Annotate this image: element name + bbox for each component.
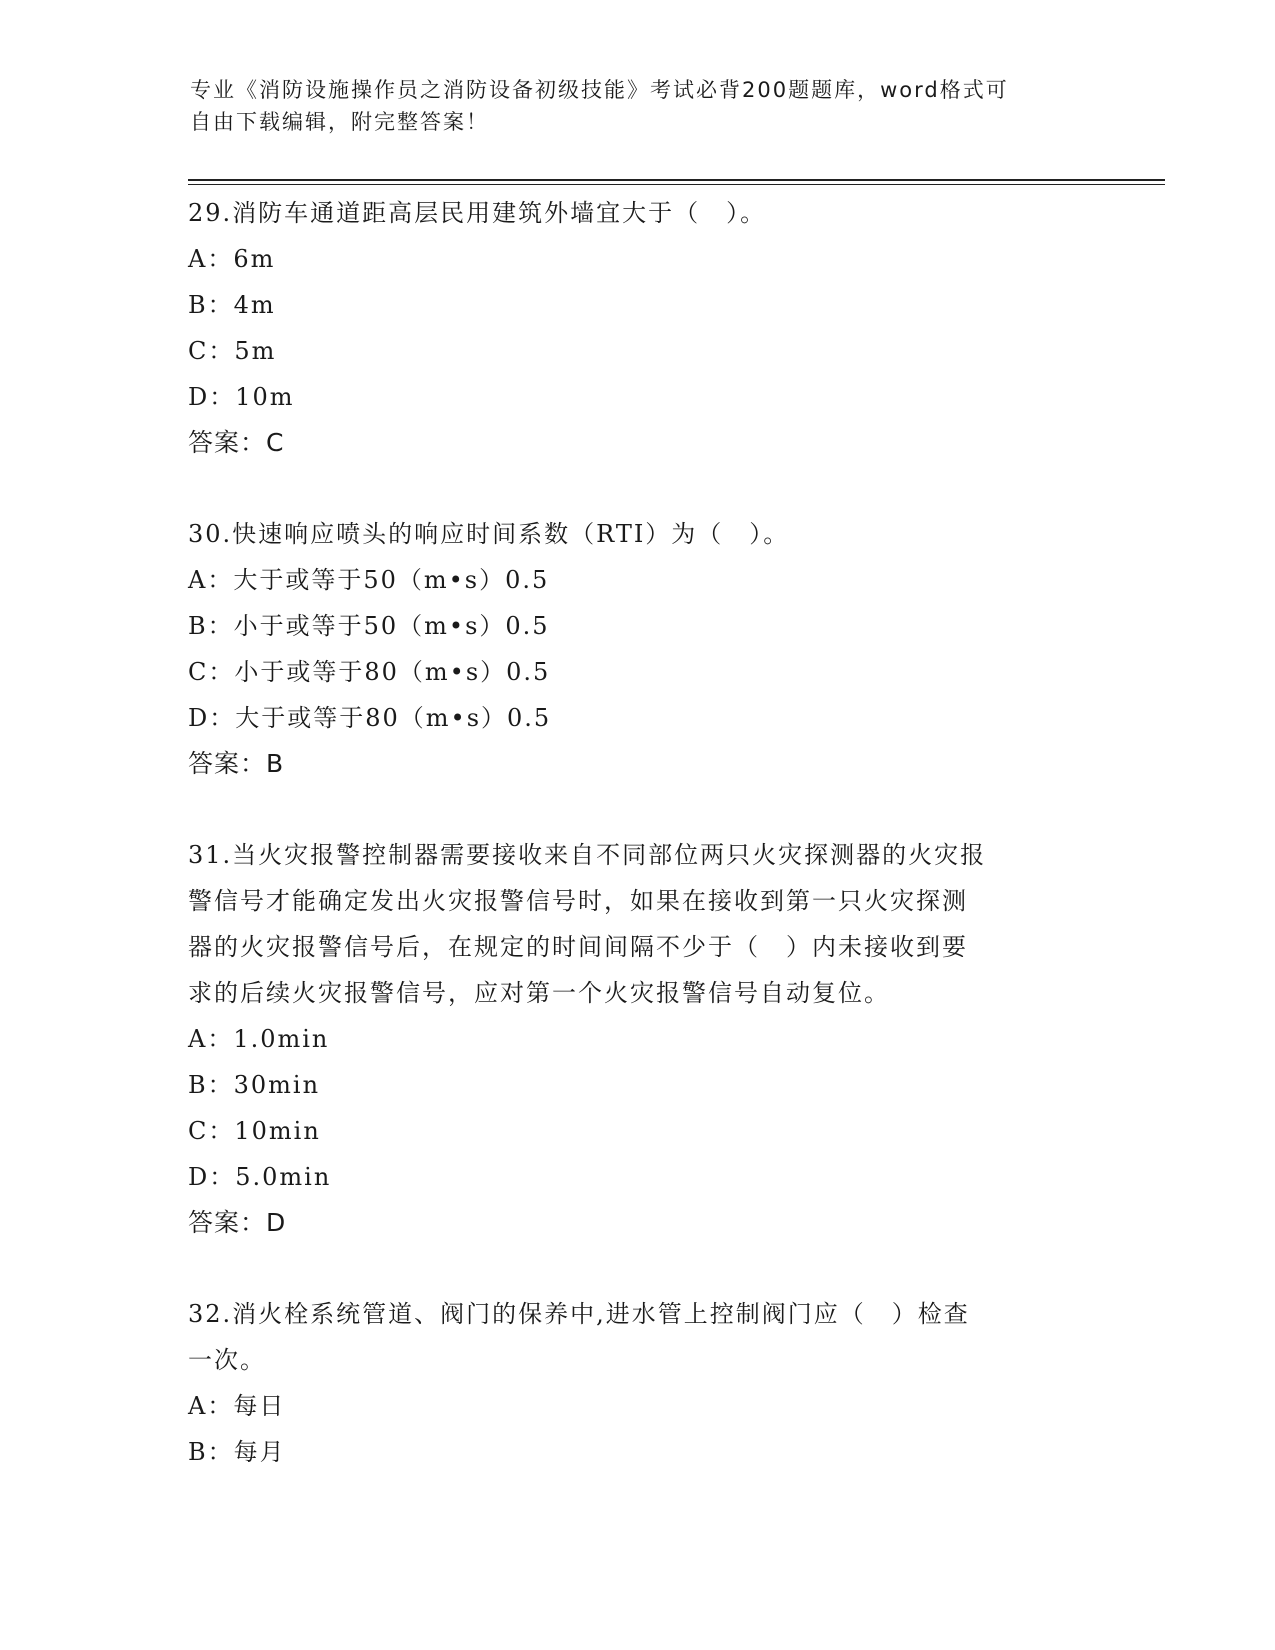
question-stem: 30.快速响应喷头的响应时间系数（RTI）为（ ）。 [188, 520, 790, 548]
question-32 [188, 1291, 1088, 1475]
question-stem-line: 求的后续火灾报警信号，应对第一个火灾报警信号自动复位。 [188, 979, 890, 1007]
question-spacer [188, 787, 1088, 832]
question-stem-line: 32.消火栓系统管道、阀门的保养中,进水管上控制阀门应（ ）检查 [188, 1300, 970, 1328]
option-a: A：6m [188, 245, 276, 273]
option-c: C：10min [188, 1117, 321, 1145]
option-a: A：每日 [188, 1392, 286, 1420]
header-divider-thin [188, 184, 1165, 185]
option-b: B：30min [188, 1071, 321, 1099]
answer-line: 答案：D [188, 1208, 287, 1237]
question-29 [188, 190, 1088, 466]
question-31 [188, 832, 1088, 1246]
question-stem: 29.消防车通道距高层民用建筑外墙宜大于（ ）。 [188, 199, 767, 227]
answer-line: 答案：C [188, 428, 285, 457]
header-line-2: 自由下载编辑，附完整答案！ [190, 110, 489, 134]
header-line-1: 专业《消防设施操作员之消防设备初级技能》考试必背200题题库，word格式可 [190, 78, 1009, 102]
option-b: B：每月 [188, 1438, 286, 1466]
option-b: B：小于或等于50（m•s）0.5 [188, 612, 550, 640]
question-stem-line: 31.当火灾报警控制器需要接收来自不同部位两只火灾探测器的火灾报 [188, 841, 987, 869]
answer-line: 答案：B [188, 749, 285, 778]
question-spacer [188, 1246, 1088, 1291]
option-a: A：大于或等于50（m•s）0.5 [188, 566, 550, 594]
question-stem-line: 器的火灾报警信号后，在规定的时间间隔不少于（ ）内未接收到要 [188, 933, 968, 961]
question-spacer [188, 466, 1088, 511]
question-30 [188, 511, 1088, 787]
option-d: D：大于或等于80（m•s）0.5 [188, 704, 552, 732]
question-list [188, 190, 1088, 1475]
option-c: C：5m [188, 337, 277, 365]
option-d: D：10m [188, 383, 295, 411]
option-c: C：小于或等于80（m•s）0.5 [188, 658, 551, 686]
question-stem-line: 一次。 [188, 1346, 266, 1374]
document-header [190, 74, 1090, 138]
question-stem-line: 警信号才能确定发出火灾报警信号时，如果在接收到第一只火灾探测 [188, 887, 968, 915]
option-d: D：5.0min [188, 1163, 332, 1191]
option-b: B：4m [188, 291, 276, 319]
header-divider-thick [188, 179, 1165, 181]
option-a: A：1.0min [188, 1025, 330, 1053]
